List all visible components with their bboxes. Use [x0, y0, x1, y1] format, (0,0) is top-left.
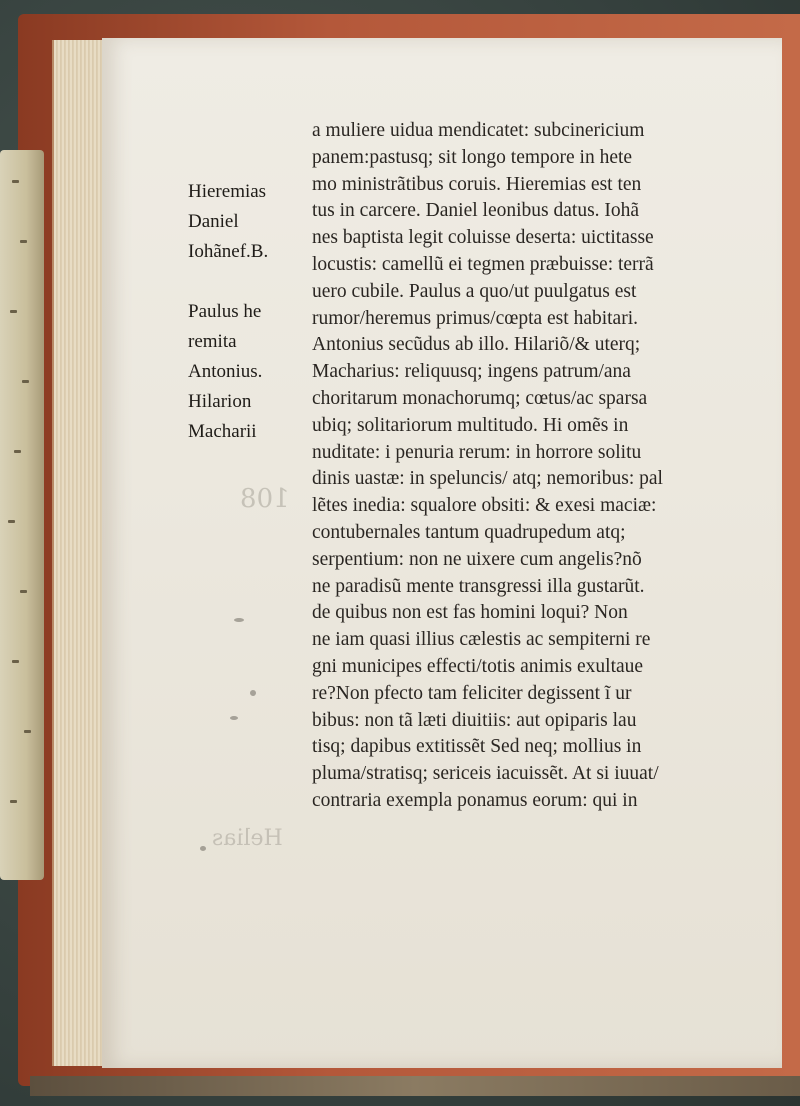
- margin-note: Iohãnef.B.: [188, 241, 269, 262]
- text-line: bibus: non tã læti diuitiis: aut opiparis lau: [312, 709, 637, 731]
- margin-note: remita: [188, 331, 237, 352]
- text-line: choritarum monachorumq; cœtus/ac sparsa: [312, 387, 648, 409]
- text-line: a muliere uidua mendicatet: subcinericium: [312, 120, 645, 141]
- ink-smudge: [230, 716, 238, 720]
- margin-note: Hilarion: [188, 391, 252, 412]
- book-spine: [0, 150, 44, 880]
- text-line: nuditate: i penuria rerum: in horrore solitu: [312, 441, 642, 463]
- text-line: Antonius secũdus ab illo. Hilariõ/& uterq;: [312, 334, 641, 356]
- text-line: rumor/heremus primus/cœpta est habitari.: [312, 307, 638, 329]
- ink-smudge: [250, 690, 256, 696]
- text-line: pluma/stratisq; sericeis iacuissẽt. At si iuuat/: [312, 763, 659, 785]
- text-line: de quibus non est fas homini loqui? Non: [312, 602, 628, 624]
- ink-smudge: [200, 846, 206, 851]
- text-line: contraria exempla ponamus eorum: qui in: [312, 789, 638, 811]
- margin-note: Paulus he: [188, 301, 262, 322]
- margin-note: Daniel: [188, 211, 239, 232]
- show-through-page-number: 108: [240, 484, 290, 514]
- text-line: panem:pastusq; sit longo tempore in hete: [312, 146, 633, 168]
- body-text: [312, 118, 720, 815]
- text-line: serpentium: non ne uixere cum angelis?nõ: [312, 548, 642, 570]
- margin-notes: [188, 177, 308, 447]
- book-bottom-edge: [30, 1076, 800, 1096]
- margin-note: Hieremias: [188, 181, 267, 202]
- text-line: Macharius: reliquusq; ingens patrum/ana: [312, 361, 631, 383]
- text-line: ubiq; solitariorum multitudo. Hi omẽs in: [312, 414, 629, 436]
- text-line: uero cubile. Paulus a quo/ut puulgatus est: [312, 280, 637, 302]
- show-through-word: Helias: [212, 826, 283, 851]
- text-line: lẽtes inedia: squalore obsiti: & exesi maciæ:: [312, 495, 657, 517]
- text-line: locustis: camellũ ei tegmen præbuisse: terrã: [312, 253, 654, 275]
- text-line: tus in carcere. Daniel leonibus datus. Iohã: [312, 200, 640, 222]
- text-line: tisq; dapibus extitissẽt Sed neq; mollius in: [312, 736, 642, 758]
- margin-note: Antonius.: [188, 361, 263, 382]
- text-line: gni municipes effecti/totis animis exultaue: [312, 655, 644, 677]
- text-line: re?Non pfecto tam feliciter degissent ĩ ur: [312, 682, 632, 704]
- text-line: nes baptista legit coluisse deserta: uictitasse: [312, 227, 654, 249]
- margin-note: [188, 267, 308, 297]
- page-edges: [52, 40, 106, 1066]
- text-line: dinis uastæ: in speluncis/ atq; nemoribus: pal: [312, 468, 663, 490]
- text-line: mo ministrãtibus coruis. Hieremias est ten: [312, 173, 642, 195]
- text-line: ne iam quasi illius cælestis ac sempiterni re: [312, 629, 651, 651]
- margin-note: Macharii: [188, 421, 257, 442]
- text-line: ne paradisũ mente transgressi illa gustarũt.: [312, 575, 645, 597]
- ink-smudge: [234, 618, 244, 622]
- text-line: contubernales tantum quadrupedum atq;: [312, 521, 626, 543]
